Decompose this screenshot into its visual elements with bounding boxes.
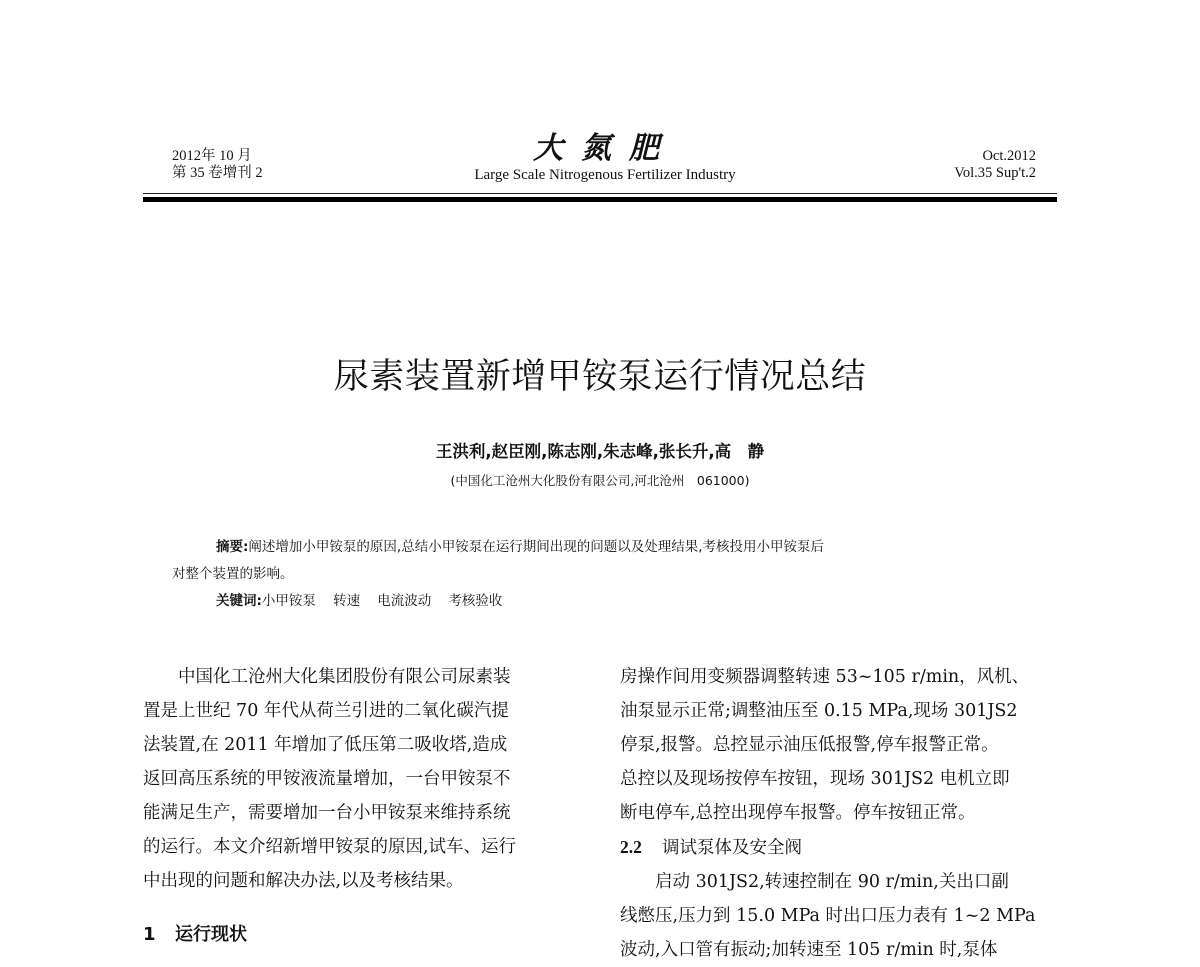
keywords-label: 关键词: [216,593,262,609]
body-line: 总控以及现场按停车按钮，现场 301JS2 电机立即 [620,769,1010,789]
section-heading-1 [143,918,247,952]
body-line: 法装置,在 2011 年增加了低压第二吸收塔,造成 [143,735,508,755]
header-journal-masthead [400,133,810,184]
header-rule-thick [143,197,1057,202]
header-date-cn: 2012年 10 月 [172,148,252,164]
article-affiliation: (中国化工沧州大化股份有限公司,河北沧州 061000) [450,473,750,488]
section-heading-2-2 [620,830,1057,865]
section-number: 1 [143,924,156,945]
body-line: 中出现的问题和解决办法,以及考核结果。 [143,871,464,891]
body-line: 停泵,报警。总控显示油压低报警,停车报警正常。 [620,735,999,755]
body-line: 线憋压,压力到 15.0 MPa 时出口压力表有 1~2 MPa [620,906,1036,926]
journal-logo: 大氮肥 [533,131,677,166]
body-line: 返回高压系统的甲铵液流量增加，一台甲铵泵不 [143,769,511,789]
body-line: 中国化工沧州大化集团股份有限公司尿素装 [178,667,511,687]
abstract-block [172,534,1032,615]
article-title: 尿素装置新增甲铵泵运行情况总结 [333,357,867,397]
body-line: 置是上世纪 70 年代从荷兰引进的二氧化碳汽提 [143,701,509,721]
body-line: 能满足生产，需要增加一台小甲铵泵来维持系统 [143,803,511,823]
header-volume-en: Vol.35 Sup't.2 [954,165,1036,181]
body-line: 启动 301JS2,转速控制在 90 r/min,关出口副 [655,872,1009,892]
header-issue-info-en [954,148,1036,182]
abstract-line-1 [172,534,1032,561]
keywords-line [172,588,1032,615]
keyword: 小甲铵泵 [261,593,316,609]
body-line: 油泵显示正常;调整油压至 0.15 MPa,现场 301JS2 [620,701,1018,721]
body-line: 波动,入口管有振动;加转速至 105 r/min 时,泵体 [620,940,998,960]
body-line: 房操作间用变频器调整转速 53~105 r/min，风机、 [620,667,1030,687]
journal-name-en: Large Scale Nitrogenous Fertilizer Industry [474,167,736,183]
section-number: 2.2 [620,837,642,857]
keyword: 考核验收 [448,593,503,609]
body-column-right [620,660,1057,967]
article-authors: 王洪利,赵臣刚,陈志刚,朱志峰,张长升,高 静 [435,442,765,461]
header-date-en: Oct.2012 [982,148,1036,164]
abstract-line-2: 对整个装置的影响。 [172,566,294,582]
section-title: 运行现状 [175,924,247,945]
body-line: 断电停车,总控出现停车报警。停车按钮正常。 [620,803,976,823]
keyword: 电流波动 [377,593,432,609]
header-issue-info-cn [172,148,263,182]
body-column-left [143,660,579,898]
section-title: 调试泵体及安全阀 [662,838,802,858]
body-line: 的运行。本文介绍新增甲铵泵的原因,试车、运行 [143,837,517,857]
abstract-label: 摘要: [216,539,249,555]
keyword: 转速 [333,593,361,609]
abstract-text-1: 阐述增加小甲铵泵的原因,总结小甲铵泵在运行期间出现的问题以及处理结果,考核投用小甲铵泵后 [248,539,824,555]
header-rule-thin [143,193,1057,194]
header-volume-cn: 第 35 卷增刊 2 [172,165,263,181]
